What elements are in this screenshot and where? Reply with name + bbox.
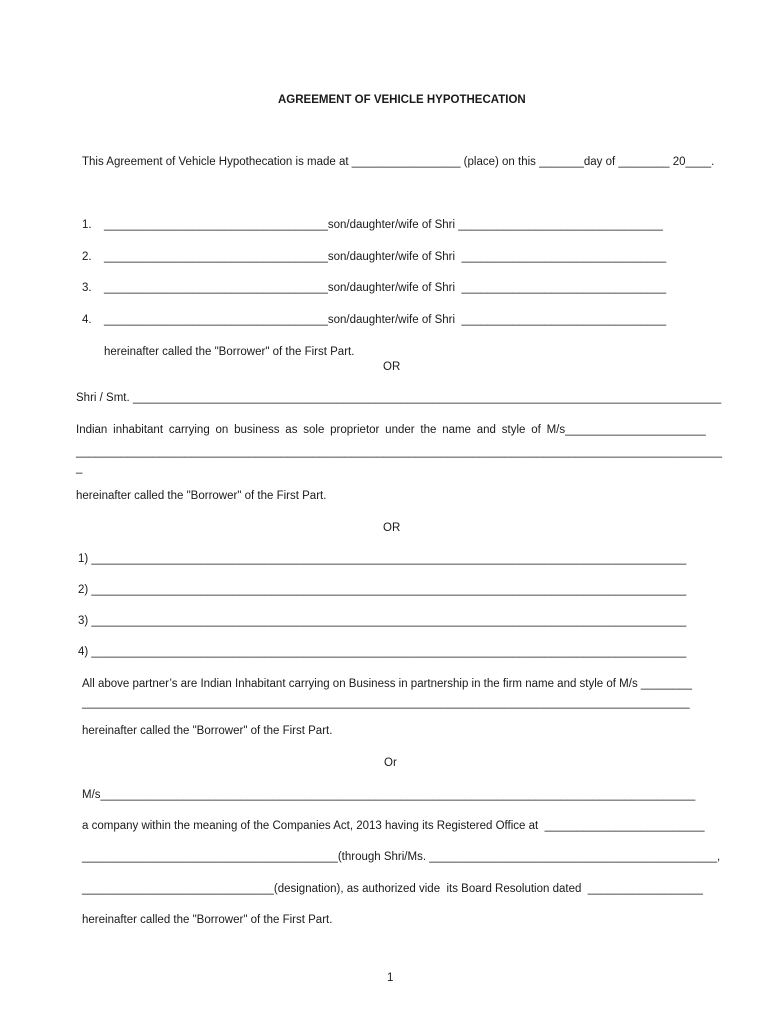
word: Indian	[76, 424, 108, 436]
designation-line: ______________________________(designation), as authorized vide its Board Resolution dated __________________	[82, 883, 703, 895]
word: proprietor	[330, 424, 380, 436]
list-item: ___________________________________son/daughter/wife of Shri ________________________________	[104, 314, 667, 326]
list-item-number: 2.	[82, 251, 92, 263]
word: as	[285, 424, 298, 436]
list-item-number: 1.	[82, 219, 92, 231]
hereinafter-clause: hereinafter called the "Borrower" of the First Part.	[82, 914, 333, 926]
word: name	[442, 424, 471, 436]
word: inhabitant	[113, 424, 164, 436]
word: under	[385, 424, 415, 436]
proprietor-blank-line: _____________________________________________________________________________________________________	[76, 446, 722, 458]
intro-paragraph: This Agreement of Vehicle Hypothecation is made at _________________ (place) on this _______day of ________ 20____.	[82, 156, 715, 168]
word: business	[234, 424, 280, 436]
company-name-field: M/s_____________________________________________________________________________________________	[82, 789, 696, 801]
page-number: 1	[387, 972, 394, 984]
list-item: ___________________________________son/daughter/wife of Shri ________________________________	[104, 251, 667, 263]
list-item: 2) _____________________________________________________________________________________________	[78, 584, 687, 596]
or-separator: OR	[383, 522, 401, 534]
partnership-blank-line: _______________________________________________________________________________________________	[82, 697, 690, 709]
word: M/s______________________	[546, 424, 706, 436]
list-item: 4) _____________________________________________________________________________________________	[78, 646, 687, 658]
company-paragraph: a company within the meaning of the Companies Act, 2013 having its Registered Office at _________________________	[82, 820, 705, 832]
or-separator: OR	[383, 361, 401, 373]
word: sole	[303, 424, 325, 436]
proprietor-line	[76, 423, 706, 437]
partnership-paragraph: All above partner’s are Indian Inhabitant carrying on Business in partnership in the firm name and style of M/s ________	[82, 678, 693, 690]
proprietor-blank-line-end: _	[76, 462, 83, 474]
word: of	[531, 424, 541, 436]
through-line: ________________________________________(through Shri/Ms. _____________________________________________,	[82, 851, 721, 863]
word: carrying	[168, 424, 210, 436]
hereinafter-clause: hereinafter called the "Borrower" of the First Part.	[104, 346, 355, 358]
word: on	[215, 424, 229, 436]
word: style	[501, 424, 526, 436]
list-item: ___________________________________son/daughter/wife of Shri ________________________________	[104, 219, 663, 231]
word: the	[420, 424, 437, 436]
list-item: 3) _____________________________________________________________________________________________	[78, 615, 687, 627]
hereinafter-clause: hereinafter called the "Borrower" of the First Part.	[82, 725, 333, 737]
document-title: AGREEMENT OF VEHICLE HYPOTHECATION	[278, 94, 526, 106]
hereinafter-clause: hereinafter called the "Borrower" of the First Part.	[76, 490, 327, 502]
list-item: 1) _____________________________________________________________________________________________	[78, 553, 687, 565]
or-separator: Or	[384, 757, 397, 769]
shri-smt-field: Shri / Smt. ____________________________________________________________________________________________	[76, 392, 722, 404]
list-item-number: 4.	[82, 314, 92, 326]
word: and	[476, 424, 496, 436]
list-item: ___________________________________son/daughter/wife of Shri ________________________________	[104, 282, 667, 294]
list-item-number: 3.	[82, 282, 92, 294]
